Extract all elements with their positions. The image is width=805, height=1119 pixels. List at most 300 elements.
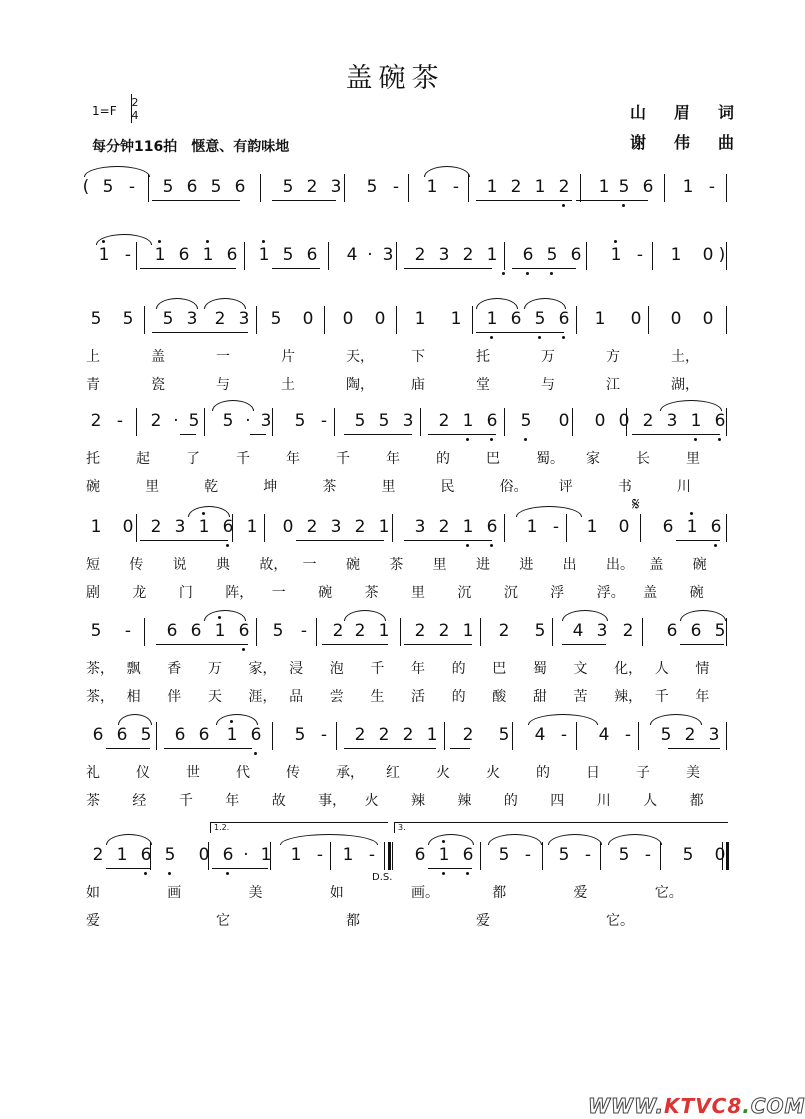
- bar-line: [344, 174, 345, 202]
- bar-line: [336, 722, 337, 750]
- bar-line: [726, 174, 727, 202]
- note: 5: [282, 177, 294, 197]
- note: 1: [258, 245, 270, 265]
- note: 3: [382, 245, 394, 265]
- note: 6: [92, 725, 104, 745]
- lyric-1: 出: [562, 557, 577, 573]
- bar-line: [324, 306, 325, 334]
- note: ·: [243, 845, 249, 865]
- lyric-1: 画: [167, 885, 182, 901]
- note: 1: [450, 309, 462, 329]
- note: 5: [520, 411, 532, 431]
- lyric-2: 相: [126, 689, 141, 705]
- note: 2: [306, 177, 318, 197]
- note: -: [124, 621, 132, 641]
- low-octave-dot: [226, 544, 229, 547]
- lyric-1: 里: [432, 557, 447, 573]
- tie-slur: [680, 610, 726, 621]
- note: 4: [534, 725, 546, 745]
- lyric-1: 千: [236, 451, 250, 467]
- note: 1: [486, 177, 498, 197]
- note: 2: [306, 517, 318, 537]
- note: 1: [90, 517, 102, 537]
- note: 1: [378, 517, 390, 537]
- note: 1: [414, 309, 426, 329]
- lyric-2: 茶: [364, 585, 379, 601]
- note: 6: [710, 517, 722, 537]
- lyric-2: 剧: [86, 585, 100, 601]
- note: 1: [486, 309, 498, 329]
- lyric-2: 江: [606, 377, 620, 393]
- high-octave-dot: [230, 720, 233, 723]
- beam-underline: [476, 200, 572, 201]
- tie-slur: [548, 834, 602, 845]
- beam-underline: [512, 268, 576, 269]
- lyric-2: 都: [346, 913, 360, 929]
- note: 5: [102, 177, 114, 197]
- bar-line: [480, 618, 481, 646]
- staff-row-7: [0, 724, 790, 809]
- bar-line: [472, 306, 473, 334]
- bar-line: [270, 842, 271, 870]
- note: 6: [522, 245, 534, 265]
- lyric-2: 爱: [86, 913, 100, 929]
- note: -: [124, 245, 132, 265]
- note: 6: [510, 309, 522, 329]
- note: 2: [214, 309, 226, 329]
- bar-line: [264, 514, 265, 542]
- lyric-2: 陶，: [346, 377, 374, 393]
- bar-line: [726, 618, 727, 646]
- lyric-2: 千: [178, 793, 193, 809]
- note: 3: [708, 725, 720, 745]
- note: 2: [354, 517, 366, 537]
- low-octave-dot: [562, 336, 565, 339]
- note: 3: [438, 245, 450, 265]
- bar-line: [468, 174, 469, 202]
- note: 3: [330, 177, 342, 197]
- beam-underline: [322, 644, 388, 645]
- note: 5: [210, 177, 222, 197]
- lyric-1: 文: [573, 661, 588, 677]
- note: -: [584, 845, 592, 865]
- low-octave-dot: [550, 272, 553, 275]
- lyric-1: 一: [216, 349, 230, 365]
- lyric-2: 沉: [457, 585, 472, 601]
- bar-line: [566, 514, 567, 542]
- lyric-2: 都: [689, 793, 704, 809]
- beam-underline: [140, 540, 228, 541]
- lyric-1: 浸: [289, 661, 304, 677]
- lyric-2: 青: [86, 377, 100, 393]
- lyric-1: 代: [236, 765, 250, 781]
- note: 1: [462, 411, 474, 431]
- note: 1: [260, 845, 272, 865]
- note: 0: [670, 309, 682, 329]
- beam-underline: [562, 644, 606, 645]
- lyric-1: 方: [606, 349, 620, 365]
- lyric-1: 蜀。: [536, 451, 564, 467]
- note: 2: [414, 621, 426, 641]
- lyric-1: 泡: [329, 661, 344, 677]
- lyric-2: 与: [216, 377, 230, 393]
- lyric-1: 火: [486, 765, 500, 781]
- beam-underline: [106, 868, 150, 869]
- tie-slur: [216, 714, 258, 725]
- key-signature: 1=F: [92, 104, 117, 118]
- lyric-1: 日: [586, 765, 600, 781]
- note: 3: [186, 309, 198, 329]
- note: -: [320, 411, 328, 431]
- tie-slur: [516, 506, 582, 517]
- lyric-1: 片: [281, 349, 295, 365]
- bar-line: [660, 842, 661, 870]
- bar-line: [726, 722, 727, 750]
- lyric-2: 活: [411, 689, 425, 705]
- note: -: [552, 517, 560, 537]
- note: 5: [546, 245, 558, 265]
- note: 6: [662, 517, 674, 537]
- tie-slur: [156, 298, 198, 309]
- lyric-1: 盖: [649, 557, 664, 573]
- beam-underline: [152, 200, 240, 201]
- bar-line: [572, 408, 573, 436]
- lyric-2: 门: [178, 585, 193, 601]
- note: -: [452, 177, 460, 197]
- lyric-1: 礼: [86, 765, 100, 781]
- note: 2: [438, 411, 450, 431]
- lyric-1: 茶，: [86, 661, 114, 677]
- note: 5: [618, 845, 630, 865]
- note: 6: [198, 725, 210, 745]
- lyric-2: 碗: [689, 585, 704, 601]
- low-octave-dot: [526, 272, 529, 275]
- staff-row-2: [0, 244, 790, 268]
- note: 6: [666, 621, 678, 641]
- beam-underline: [404, 268, 492, 269]
- lyric-2: 阵，: [225, 585, 254, 601]
- note: 6: [250, 725, 262, 745]
- tie-slur: [524, 298, 566, 309]
- low-octave-dot: [144, 872, 147, 875]
- lyric-2: 年: [695, 689, 710, 705]
- bar-line: [272, 408, 273, 436]
- bar-line: [334, 408, 335, 436]
- low-octave-dot: [562, 204, 565, 207]
- note: 0: [702, 245, 714, 265]
- low-octave-dot: [226, 872, 229, 875]
- lyric-2: 涯，: [248, 689, 277, 705]
- bar-line: [148, 174, 149, 202]
- lyric-1: 短: [86, 557, 100, 573]
- note: 5: [140, 725, 152, 745]
- note: 5: [162, 309, 174, 329]
- lyric-2: 乾: [204, 479, 219, 495]
- lyric-2: 千: [654, 689, 669, 705]
- bar-line: [586, 242, 587, 270]
- note: 2: [150, 517, 162, 537]
- tie-slur: [204, 298, 246, 309]
- tie-slur: [106, 834, 152, 845]
- bar-line: [256, 618, 257, 646]
- bar-line: [204, 408, 205, 436]
- lyric-1: 的: [536, 765, 550, 781]
- beam-underline: [156, 644, 248, 645]
- note: 2: [414, 245, 426, 265]
- note: 1: [426, 725, 438, 745]
- low-octave-dot: [254, 752, 257, 755]
- lyric-2: 伴: [167, 689, 182, 705]
- bar-line: [600, 842, 601, 870]
- note: 0: [198, 845, 210, 865]
- bar-line: [642, 618, 643, 646]
- lyric-1: 情: [695, 661, 710, 677]
- lyric-1: 如: [86, 885, 100, 901]
- note: 1: [214, 621, 226, 641]
- bar-line: [392, 514, 393, 542]
- bar-line: [580, 174, 581, 202]
- lyric-2: 尝: [329, 689, 344, 705]
- bar-line: [144, 306, 145, 334]
- note: 1: [154, 245, 166, 265]
- bar-line: [504, 408, 505, 436]
- lyric-1: 它。: [654, 885, 683, 901]
- volta-first-ending: 1.2.: [210, 822, 388, 833]
- lyric-2: 生: [370, 689, 385, 705]
- lyric-1: 托: [476, 349, 490, 365]
- high-octave-dot: [102, 240, 105, 243]
- lyric-1: 的: [436, 451, 450, 467]
- lyric-2: 瓷: [151, 377, 165, 393]
- lyric-2: 茶: [322, 479, 337, 495]
- lyric-2: 人: [643, 793, 658, 809]
- lyric-2: 它: [216, 913, 230, 929]
- note: 6: [140, 845, 152, 865]
- bar-line: [136, 408, 137, 436]
- note: 6: [558, 309, 570, 329]
- tempo-marking: 每分钟116拍 惬意、有韵味地: [92, 139, 290, 155]
- tie-slur: [488, 834, 542, 845]
- bar-line: [648, 306, 649, 334]
- lyric-2: 天: [207, 689, 222, 705]
- lyric-1: 年: [411, 661, 425, 677]
- note: 1: [462, 621, 474, 641]
- low-octave-dot: [490, 336, 493, 339]
- lyric-1: 了: [186, 451, 200, 467]
- beam-underline: [632, 434, 720, 435]
- note: 6: [166, 621, 178, 641]
- note: 5: [162, 177, 174, 197]
- beam-underline: [476, 332, 564, 333]
- bar-line: [144, 618, 145, 646]
- beam-underline: [404, 540, 492, 541]
- lyric-1: 香: [167, 661, 182, 677]
- low-octave-dot: [714, 544, 717, 547]
- note: 3: [402, 411, 414, 431]
- note: 0: [594, 411, 606, 431]
- lyric-1: 故，: [259, 557, 288, 573]
- composer-credit: 谢 伟 曲: [630, 133, 741, 152]
- note: -: [392, 177, 400, 197]
- lyric-1: 盖: [151, 349, 165, 365]
- low-octave-dot: [490, 544, 493, 547]
- tie-slur: [84, 166, 150, 177]
- lyric-2: 与: [541, 377, 555, 393]
- bar-line: [542, 842, 543, 870]
- bar-line: [576, 306, 577, 334]
- note: 5: [188, 411, 200, 431]
- bar-line: [316, 618, 317, 646]
- note: 3: [260, 411, 272, 431]
- lyric-1: 天，: [346, 349, 374, 365]
- beam-underline: [140, 268, 236, 269]
- note: 3: [414, 517, 426, 537]
- note: 2: [438, 517, 450, 537]
- volta-second-ending: 3.: [394, 822, 728, 833]
- staff-row-3: [0, 308, 790, 393]
- tie-slur: [428, 834, 474, 845]
- tie-slur: [660, 400, 722, 411]
- beam-underline: [250, 434, 266, 435]
- lyric-2: 浮。: [596, 585, 625, 601]
- watermark-url: WWW.KTVC8.COM: [588, 1094, 805, 1118]
- high-octave-dot: [262, 240, 265, 243]
- lyric-2: 品: [289, 689, 304, 705]
- lyric-2: 土: [281, 377, 295, 393]
- bar-line: [150, 842, 151, 870]
- note: -: [368, 845, 376, 865]
- note: 2: [92, 845, 104, 865]
- lyric-2: 评: [558, 479, 573, 495]
- beam-underline: [164, 748, 252, 749]
- note: 1: [534, 177, 546, 197]
- lyric-1: 出。: [606, 557, 634, 573]
- tie-slur: [204, 610, 246, 621]
- note: 5: [534, 309, 546, 329]
- low-octave-dot: [622, 204, 625, 207]
- note: -: [116, 411, 124, 431]
- lyric-1: 进: [519, 557, 534, 573]
- lyric-1: 年: [286, 451, 300, 467]
- lyric-1: 下: [411, 349, 425, 365]
- beam-underline: [344, 748, 436, 749]
- lyric-1: 承，: [336, 765, 364, 781]
- tie-slur: [476, 298, 518, 309]
- staff-row-6: [0, 620, 790, 705]
- lyric-2: 茶: [86, 793, 100, 809]
- note: ·: [367, 245, 373, 265]
- note: 5: [272, 621, 284, 641]
- note: 5: [366, 177, 378, 197]
- page-title: 盖碗茶: [345, 63, 445, 94]
- bar-line: [626, 408, 627, 436]
- bar-line: [638, 722, 639, 750]
- beam-underline: [668, 748, 720, 749]
- lyric-2: 一: [271, 585, 286, 601]
- note: 5: [558, 845, 570, 865]
- tie-slur: [424, 166, 470, 177]
- note: 6: [486, 517, 498, 537]
- note: 1: [198, 517, 210, 537]
- lyric-2: 年: [225, 793, 240, 809]
- note: 5: [534, 621, 546, 641]
- beam-underline: [576, 200, 648, 201]
- note: 6: [174, 725, 186, 745]
- lyric-2: 庙: [411, 377, 425, 393]
- note: 5: [294, 725, 306, 745]
- note: 3: [666, 411, 678, 431]
- note: 3: [330, 517, 342, 537]
- note: 1: [526, 517, 538, 537]
- lyric-2: 堂: [476, 377, 490, 393]
- time-signature-top: 2: [131, 96, 139, 109]
- lyric-2: 酸: [492, 689, 507, 705]
- note: 2: [462, 725, 474, 745]
- note: 6: [222, 517, 234, 537]
- beam-underline: [450, 748, 470, 749]
- lyric-1: 传: [286, 765, 300, 781]
- note: 4: [598, 725, 610, 745]
- beam-underline: [272, 200, 336, 201]
- note: 6: [714, 411, 726, 431]
- lyric-2: 四: [550, 793, 565, 809]
- note: 4: [346, 245, 358, 265]
- beam-underline: [106, 748, 150, 749]
- note: 2: [622, 621, 634, 641]
- note: 6: [190, 621, 202, 641]
- beam-underline: [152, 332, 248, 333]
- bar-line: [136, 242, 137, 270]
- note: 3: [174, 517, 186, 537]
- note: 0: [630, 309, 642, 329]
- bar-line: [420, 408, 421, 436]
- note: 6: [226, 245, 238, 265]
- note: 5: [222, 411, 234, 431]
- lyric-2: 川: [596, 793, 611, 809]
- lyric-2: 经: [132, 793, 147, 809]
- lyric-1: 万: [207, 661, 222, 677]
- staff-row-1: [0, 176, 790, 200]
- note: 6: [306, 245, 318, 265]
- bar-line: [726, 514, 727, 542]
- bar-line: [576, 722, 577, 750]
- double-bar-line: [722, 842, 729, 870]
- beam-underline: [428, 434, 496, 435]
- lyric-1: 如: [329, 885, 344, 901]
- lyric-1: 都: [492, 885, 507, 901]
- lyric-1: 爱: [573, 885, 588, 901]
- lyric-2: 事，: [318, 793, 347, 809]
- bar-line: [512, 722, 513, 750]
- note: (: [82, 177, 90, 197]
- note: -: [560, 725, 568, 745]
- lyric-2: 书: [617, 479, 632, 495]
- note: 5: [122, 309, 134, 329]
- low-octave-dot: [466, 438, 469, 441]
- bar-line: [640, 514, 641, 542]
- note: 2: [498, 621, 510, 641]
- lyric-1: 化，: [614, 661, 643, 677]
- lyric-1: 人: [654, 661, 669, 677]
- lyric-2: 湖，: [671, 377, 699, 393]
- note: 6: [642, 177, 654, 197]
- note: 0: [618, 517, 630, 537]
- note: 0: [122, 517, 134, 537]
- note: 5: [378, 411, 390, 431]
- lyric-2: 浮: [550, 585, 565, 601]
- tie-slur: [212, 400, 254, 411]
- note: 4: [572, 621, 584, 641]
